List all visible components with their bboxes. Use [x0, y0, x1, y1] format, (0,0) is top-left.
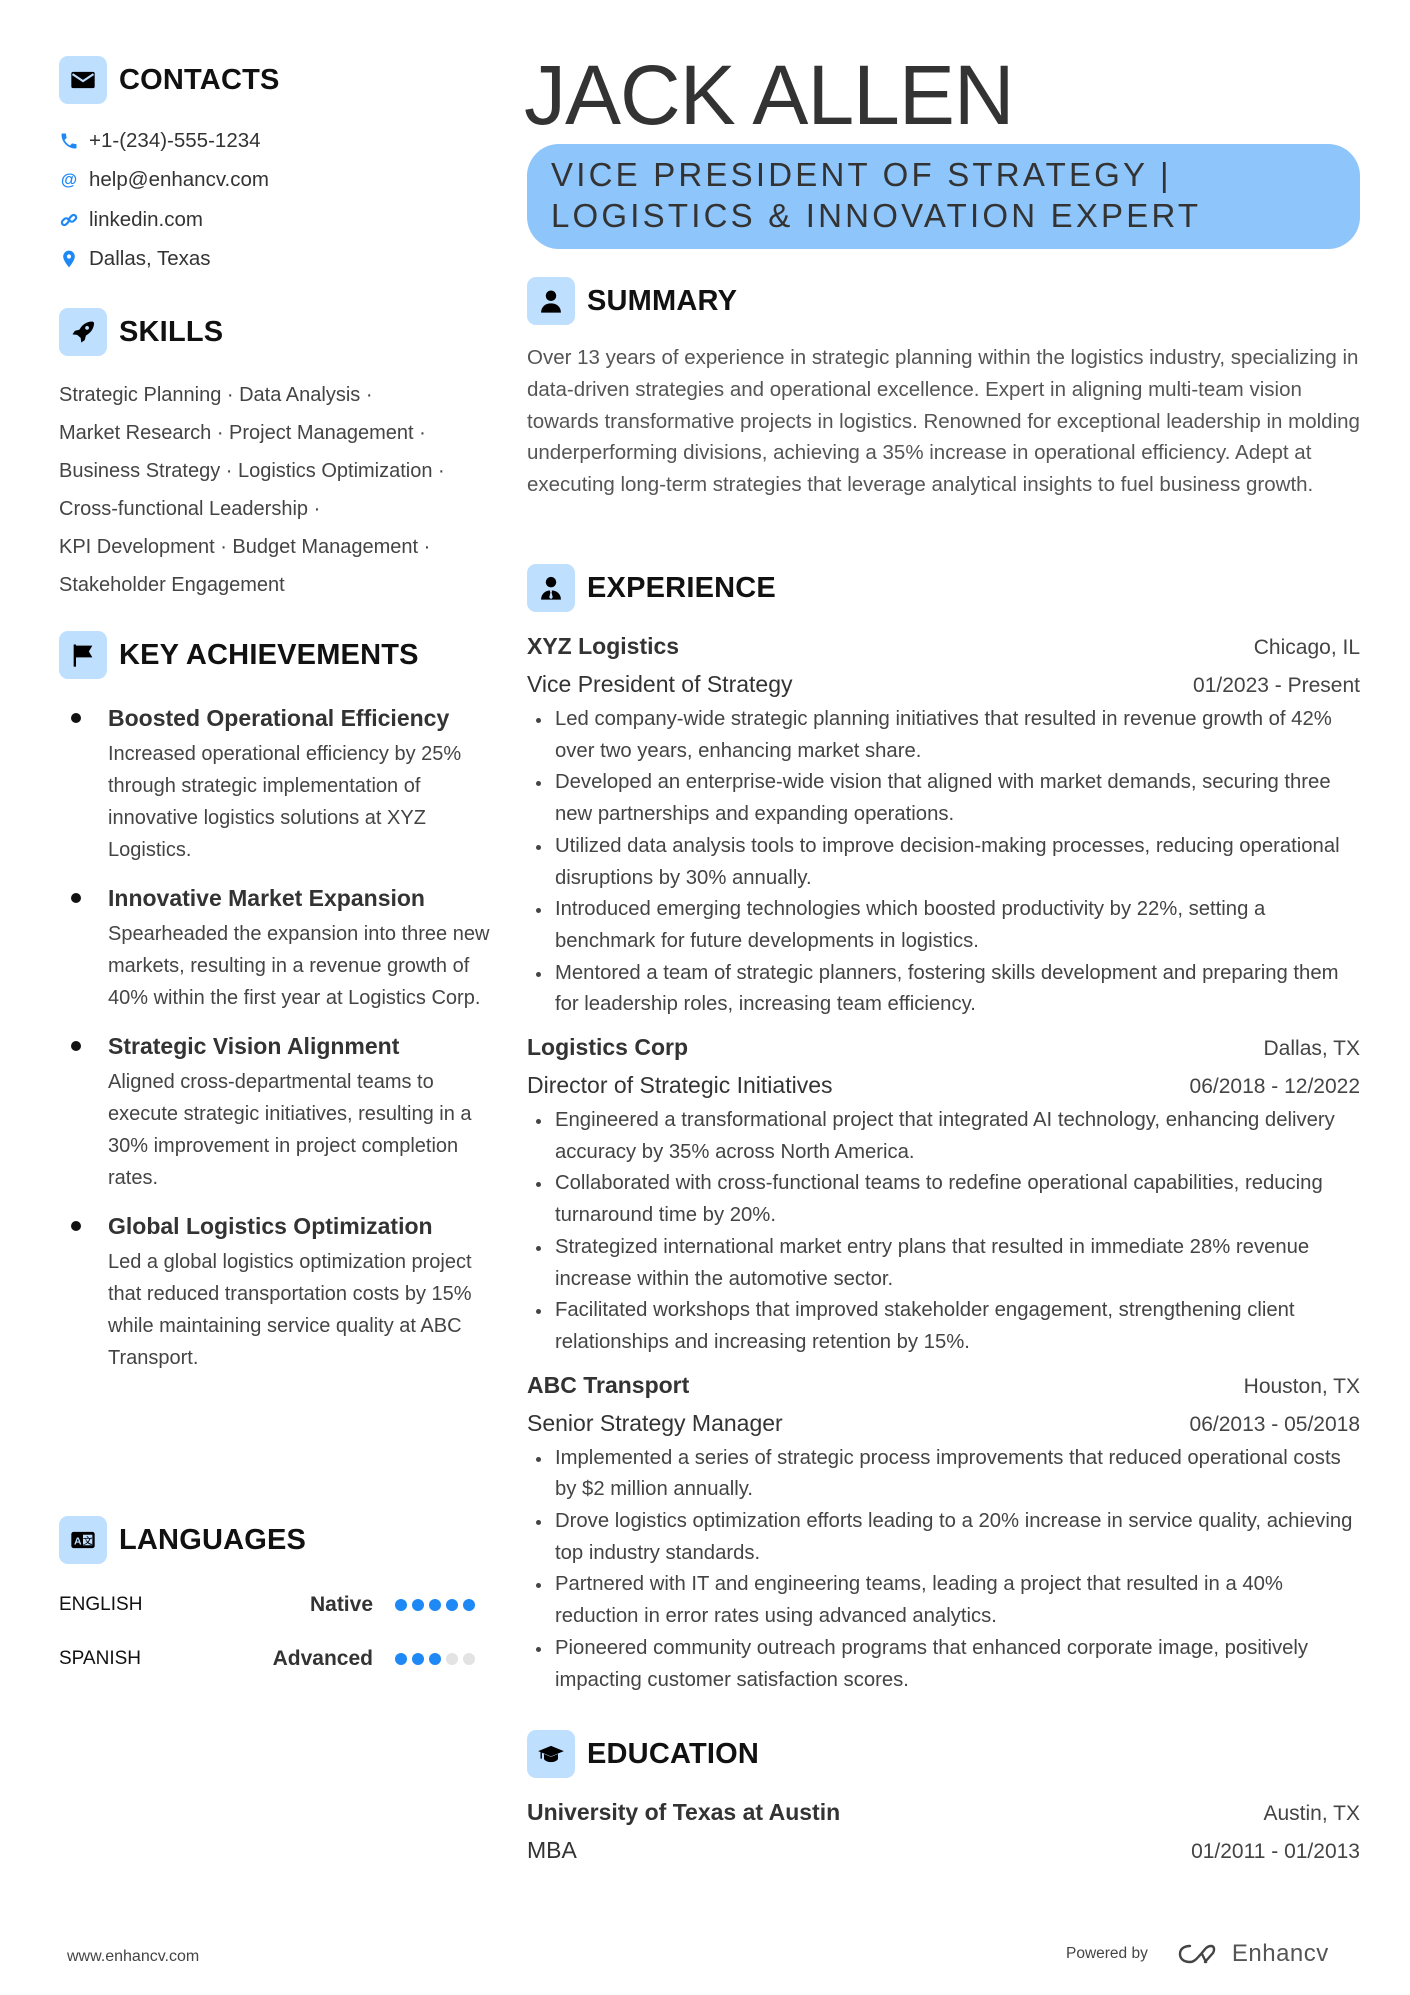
rating-dot-filled [463, 1599, 475, 1611]
contacts-section [59, 56, 280, 279]
achievement-desc: Led a global logistics optimization project that reduced transportation costs by 15% while maintaining service quality at ABC Transport. [108, 1251, 472, 1369]
school-location: Austin, TX [1263, 1802, 1360, 1825]
achievement-title: Global Logistics Optimization [108, 1213, 433, 1239]
bullet-icon [71, 1041, 81, 1051]
company-name: XYZ Logistics [527, 633, 680, 659]
graduation-cap-icon [527, 1730, 575, 1778]
skills-list [59, 376, 499, 604]
education-dates: 01/2011 - 01/2013 [1191, 1840, 1360, 1863]
summary-section [527, 277, 1367, 501]
powered-by [1066, 1940, 1329, 1968]
contact-location: Dallas, Texas [59, 240, 280, 280]
location-pin-icon [59, 249, 79, 269]
language-row [59, 1632, 475, 1686]
translate-icon [59, 1516, 107, 1564]
achievement-item [59, 1031, 499, 1194]
job-dates: 01/2023 - Present [1193, 674, 1360, 697]
skill-line: Stakeholder Engagement [59, 574, 285, 596]
job-entry [527, 628, 1360, 1021]
rating-dot-filled [412, 1653, 424, 1665]
experience-title: EXPERIENCE [587, 571, 776, 604]
rating-dot-filled [429, 1599, 441, 1611]
user-icon [527, 277, 575, 325]
degree: MBA [527, 1837, 577, 1863]
rating-dots [395, 1599, 475, 1611]
job-bullet: Engineered a transformational project that integrated AI technology, enhancing delivery accuracy by 35% across North America. [527, 1105, 1360, 1168]
contacts-title: CONTACTS [119, 63, 280, 96]
school-name: University of Texas at Austin [527, 1799, 841, 1825]
job-entry [527, 1029, 1360, 1359]
job-bullet: Facilitated workshops that improved stakeholder engagement, strengthening client relationships and increasing retention by 15%. [527, 1295, 1360, 1358]
rating-dot-empty [446, 1653, 458, 1665]
skill-line: Strategic Planning · Data Analysis · [59, 384, 373, 406]
job-bullets [527, 1443, 1360, 1697]
rating-dot-filled [395, 1599, 407, 1611]
company-name: ABC Transport [527, 1371, 690, 1398]
powered-by-label: Powered by [1066, 1945, 1148, 1962]
experience-section [527, 564, 1360, 1704]
enhancv-brand: Enhancv [1231, 1940, 1329, 1967]
job-bullet: Strategized international market entry plans that resulted in immediate 28% revenue increase within the automotive sector. [527, 1232, 1360, 1295]
bullet-icon [71, 893, 81, 903]
rating-dot-filled [446, 1599, 458, 1611]
achievement-item [59, 883, 499, 1014]
job-bullet: Developed an enterprise-wide vision that aligned with market demands, securing three new partnerships and expanding operations. [527, 767, 1360, 830]
rating-dot-empty [463, 1653, 475, 1665]
skills-title: SKILLS [119, 315, 224, 348]
job-dates: 06/2013 - 05/2018 [1189, 1412, 1360, 1436]
svg-text:A: A [73, 1535, 82, 1548]
achievement-desc: Spearheaded the expansion into three new markets, resulting in a revenue growth of 40% within the first year at Logistics Corp. [108, 923, 490, 1009]
achievements-section [59, 631, 499, 1391]
achievements-title: KEY ACHIEVEMENTS [119, 638, 419, 671]
svg-text:文: 文 [83, 1536, 93, 1547]
footer-website[interactable]: www.enhancv.com [67, 1948, 200, 1965]
job-dates: 06/2018 - 12/2022 [1189, 1075, 1360, 1099]
job-bullet: Drove logistics optimization efforts leading to a 20% increase in service quality, achieving top industry standards. [527, 1506, 1360, 1569]
job-bullet: Partnered with IT and engineering teams, leading a project that resulted in a 40% reduction in error rates using advanced analytics. [527, 1569, 1360, 1632]
job-bullet: Utilized data analysis tools to improve decision-making processes, reducing operational disruptions by 30% annually. [527, 831, 1360, 894]
bullet-icon [71, 1221, 81, 1231]
job-role: Senior Strategy Manager [527, 1409, 783, 1436]
job-bullet: Mentored a team of strategic planners, fostering skills development and preparing them for leadership roles, increasing team efficiency. [527, 958, 1360, 1021]
job-title-line: VICE PRESIDENT OF STRATEGY | [551, 156, 1172, 193]
language-name: ENGLISH [59, 1594, 143, 1615]
achievement-title: Innovative Market Expansion [108, 885, 425, 911]
languages-title: LANGUAGES [119, 1523, 307, 1556]
job-location: Chicago, IL [1253, 636, 1360, 659]
education-title: EDUCATION [587, 1737, 760, 1770]
job-title-line: LOGISTICS & INNOVATION EXPERT [551, 197, 1202, 234]
skills-section [59, 308, 499, 604]
achievement-desc: Increased operational efficiency by 25% through strategic implementation of innovative logistics solutions at XYZ Logistics. [108, 743, 462, 861]
language-level: Advanced [272, 1647, 373, 1670]
job-location: Houston, TX [1243, 1374, 1360, 1398]
phone-icon [59, 131, 79, 151]
envelope-icon [59, 56, 107, 104]
briefcase-user-icon [527, 564, 575, 612]
job-bullet: Implemented a series of strategic process improvements that reduced operational costs by $2 million annually. [527, 1443, 1360, 1506]
education-item [527, 1794, 1360, 1868]
skill-line: KPI Development · Budget Management · [59, 536, 431, 558]
bullet-icon [71, 713, 81, 723]
summary-title: SUMMARY [587, 284, 738, 317]
job-bullet: Pioneered community outreach programs that enhanced corporate image, positively impacting customer satisfaction scores. [527, 1633, 1360, 1696]
job-bullet: Introduced emerging technologies which boosted productivity by 22%, setting a benchmark for future developments in logistics. [527, 894, 1360, 957]
education-section [527, 1730, 1360, 1876]
achievement-title: Strategic Vision Alignment [108, 1033, 400, 1059]
languages-section [59, 1516, 475, 1686]
candidate-name: JACK ALLEN [524, 48, 1014, 142]
rating-dot-filled [429, 1653, 441, 1665]
job-bullet: Led company-wide strategic planning initiatives that resulted in revenue growth of 42% over two years, enhancing market share. [527, 704, 1360, 767]
job-role: Director of Strategic Initiatives [527, 1072, 833, 1099]
link-icon [59, 210, 79, 230]
language-row [59, 1578, 475, 1632]
company-name: Logistics Corp [527, 1034, 689, 1061]
achievement-title: Boosted Operational Efficiency [108, 705, 450, 731]
job-entry [527, 1367, 1360, 1697]
achievement-item [59, 1211, 499, 1374]
job-location: Dallas, TX [1263, 1037, 1360, 1061]
language-level: Native [309, 1593, 373, 1616]
job-bullet: Collaborated with cross-functional teams to redefine operational capabilities, reducing turnaround time by 20%. [527, 1168, 1360, 1231]
language-name: SPANISH [59, 1648, 142, 1669]
contact-email[interactable]: @ help@enhancv.com [60, 168, 269, 192]
rating-dots [395, 1653, 475, 1665]
rating-dot-filled [395, 1653, 407, 1665]
skill-line: Cross-functional Leadership · [59, 498, 321, 520]
flag-icon [59, 631, 107, 679]
contact-linkedin[interactable]: linkedin.com [59, 200, 280, 240]
at-icon [59, 170, 79, 190]
rating-dot-filled [412, 1599, 424, 1611]
job-role: Vice President of Strategy [527, 671, 793, 697]
achievement-item [59, 703, 499, 866]
rocket-icon [59, 308, 107, 356]
skill-line: Market Research · Project Management · [59, 422, 426, 444]
job-bullets [527, 1105, 1360, 1359]
enhancv-logo-icon [1174, 1940, 1224, 1968]
svg-text:@: @ [60, 170, 78, 190]
summary-text: Over 13 years of experience in strategic planning within the logistics industry, specializing in data-driven strategies and operational excellence. Expert in aligning multi-team vision towards transformative projects in logistics. Renowned for exceptional leadership in molding underperforming divisions, achieving a 35% increase in operational efficiency. Adept at executing long-term strategies that leverage analytical insights to fuel business growth. [527, 346, 1360, 497]
skill-line: Business Strategy · Logistics Optimization · [59, 460, 445, 482]
contact-phone[interactable]: +1-(234)-555-1234 [59, 121, 280, 161]
job-title-banner [527, 144, 1360, 249]
achievement-desc: Aligned cross-departmental teams to execute strategic initiatives, resulting in a 30% improvement in project completion rates. [108, 1071, 472, 1189]
job-bullets [527, 704, 1360, 1021]
